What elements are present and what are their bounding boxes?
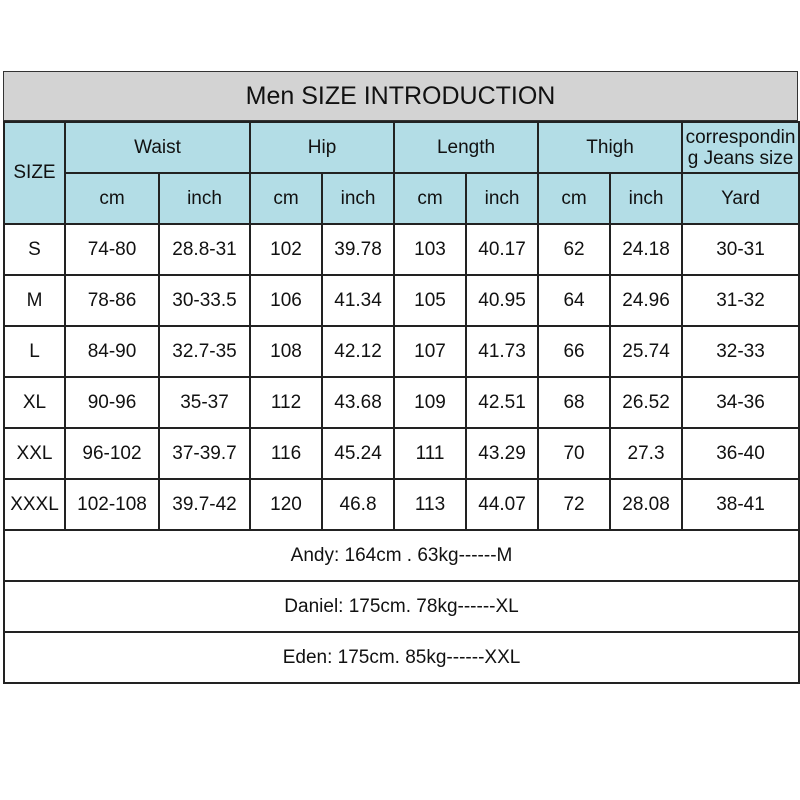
cell-hip-cm: 108	[250, 326, 322, 377]
cell-yard: 32-33	[682, 326, 799, 377]
page-title: Men SIZE INTRODUCTION	[3, 71, 798, 121]
cell-thigh-inch: 27.3	[610, 428, 682, 479]
cell-thigh-inch: 28.08	[610, 479, 682, 530]
cell-length-cm: 109	[394, 377, 466, 428]
cell-thigh-inch: 26.52	[610, 377, 682, 428]
table-row	[4, 275, 799, 326]
cell-waist-cm: 102-108	[65, 479, 159, 530]
cell-size: L	[4, 326, 65, 377]
table-row	[4, 224, 799, 275]
table-row	[4, 428, 799, 479]
model-note: Andy: 164cm . 63kg------M	[4, 530, 799, 581]
cell-thigh-cm: 66	[538, 326, 610, 377]
cell-hip-inch: 42.12	[322, 326, 394, 377]
cell-yard: 34-36	[682, 377, 799, 428]
cell-yard: 30-31	[682, 224, 799, 275]
cell-waist-cm: 96-102	[65, 428, 159, 479]
cell-yard: 36-40	[682, 428, 799, 479]
cell-hip-cm: 120	[250, 479, 322, 530]
cell-hip-cm: 106	[250, 275, 322, 326]
cell-length-inch: 41.73	[466, 326, 538, 377]
cell-thigh-cm: 70	[538, 428, 610, 479]
cell-hip-cm: 112	[250, 377, 322, 428]
table-row	[4, 326, 799, 377]
cell-waist-inch: 37-39.7	[159, 428, 250, 479]
subheader-waist-inch: inch	[159, 173, 250, 224]
header-hip: Hip	[250, 122, 394, 173]
cell-waist-inch: 39.7-42	[159, 479, 250, 530]
model-note: Eden: 175cm. 85kg------XXL	[4, 632, 799, 683]
cell-size: XXL	[4, 428, 65, 479]
cell-length-cm: 105	[394, 275, 466, 326]
model-note-row	[4, 530, 799, 581]
subheader-yard: Yard	[682, 173, 799, 224]
cell-waist-inch: 35-37	[159, 377, 250, 428]
cell-hip-inch: 43.68	[322, 377, 394, 428]
cell-waist-cm: 78-86	[65, 275, 159, 326]
size-chart-table	[3, 121, 800, 684]
cell-thigh-cm: 62	[538, 224, 610, 275]
cell-thigh-cm: 68	[538, 377, 610, 428]
cell-length-inch: 40.17	[466, 224, 538, 275]
cell-length-cm: 113	[394, 479, 466, 530]
cell-waist-cm: 90-96	[65, 377, 159, 428]
cell-waist-inch: 30-33.5	[159, 275, 250, 326]
subheader-waist-cm: cm	[65, 173, 159, 224]
cell-waist-inch: 32.7-35	[159, 326, 250, 377]
cell-length-cm: 107	[394, 326, 466, 377]
cell-hip-inch: 39.78	[322, 224, 394, 275]
subheader-hip-cm: cm	[250, 173, 322, 224]
subheader-hip-inch: inch	[322, 173, 394, 224]
cell-yard: 38-41	[682, 479, 799, 530]
subheader-thigh-inch: inch	[610, 173, 682, 224]
subheader-thigh-cm: cm	[538, 173, 610, 224]
cell-yard: 31-32	[682, 275, 799, 326]
cell-size: XXXL	[4, 479, 65, 530]
header-length: Length	[394, 122, 538, 173]
model-note: Daniel: 175cm. 78kg------XL	[4, 581, 799, 632]
cell-hip-inch: 41.34	[322, 275, 394, 326]
table-row	[4, 377, 799, 428]
cell-hip-cm: 116	[250, 428, 322, 479]
cell-length-cm: 111	[394, 428, 466, 479]
header-corresponding	[682, 122, 799, 173]
cell-thigh-cm: 72	[538, 479, 610, 530]
header-waist: Waist	[65, 122, 250, 173]
cell-waist-cm: 84-90	[65, 326, 159, 377]
cell-length-inch: 43.29	[466, 428, 538, 479]
header-corresponding-line2: g Jeans size	[687, 147, 794, 169]
subheader-length-cm: cm	[394, 173, 466, 224]
table-row	[4, 479, 799, 530]
header-size: SIZE	[4, 122, 65, 224]
cell-thigh-inch: 24.96	[610, 275, 682, 326]
cell-waist-inch: 28.8-31	[159, 224, 250, 275]
cell-hip-cm: 102	[250, 224, 322, 275]
cell-size: S	[4, 224, 65, 275]
cell-thigh-inch: 25.74	[610, 326, 682, 377]
model-note-row	[4, 581, 799, 632]
header-corresponding-line1: correspondin	[685, 126, 796, 148]
cell-thigh-inch: 24.18	[610, 224, 682, 275]
cell-size: M	[4, 275, 65, 326]
cell-length-inch: 44.07	[466, 479, 538, 530]
cell-length-inch: 40.95	[466, 275, 538, 326]
model-note-row	[4, 632, 799, 683]
cell-size: XL	[4, 377, 65, 428]
cell-thigh-cm: 64	[538, 275, 610, 326]
header-thigh: Thigh	[538, 122, 682, 173]
cell-hip-inch: 46.8	[322, 479, 394, 530]
cell-length-inch: 42.51	[466, 377, 538, 428]
cell-length-cm: 103	[394, 224, 466, 275]
cell-hip-inch: 45.24	[322, 428, 394, 479]
subheader-length-inch: inch	[466, 173, 538, 224]
cell-waist-cm: 74-80	[65, 224, 159, 275]
